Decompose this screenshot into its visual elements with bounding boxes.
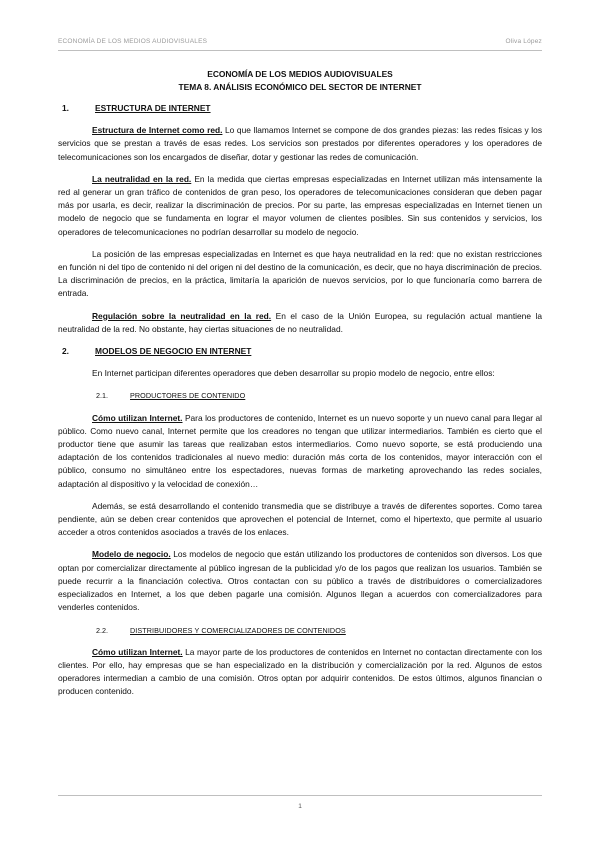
subsection-2-2-heading xyxy=(96,624,542,637)
subsection-2-1-heading xyxy=(96,389,542,402)
paragraph-lead: Modelo de negocio. xyxy=(92,549,171,560)
paragraph-text: La mayor parte de los productores de contenidos en Internet no contactan directamente con los clientes. Por ello, hay empresas que se han especializado en la distribución y comercialización por la red. Algunos de estos operadores intermedian a cambio de una comisión. Otros optan por adquirir contenidos. De estos últimos, algunos financian o producen contenido. xyxy=(58,646,543,697)
paragraph xyxy=(58,248,542,301)
paragraph xyxy=(58,124,542,164)
page-number: 1 xyxy=(298,803,302,810)
paragraph xyxy=(58,173,542,239)
title-line-1: ECONOMÍA DE LOS MEDIOS AUDIOVISUALES xyxy=(207,69,393,79)
paragraph-lead: Cómo utilizan Internet. xyxy=(92,412,183,423)
paragraph-text: Para los productores de contenido, Internet es un nuevo soporte y un nuevo canal para llegar al público. Como nuevo canal, Internet permite que los creadores no tengan que utilizar intermediarios. También es cierto que el productor tiene que asumir las tareas que realizaban estos intermediarios. Como nuevo soporte, se está produciendo una adaptación de los contenidos tradicionales al nuevo medio: duración más corta de los contenidos, mayor interacción con el público, consumo no simultáneo entre los espectadores, nuevas formas de marketing aprovechando las redes sociales, adaptación al dispositivo y la velocidad de conexión… xyxy=(58,412,542,489)
subsection-2-2-title: DISTRIBUIDORES Y COMERCIALIZADORES DE CONTENIDOS xyxy=(130,625,346,635)
paragraph-text: La posición de las empresas especializadas en Internet es que haya neutralidad en la red: que no existan restricciones en función ni del tipo de contenido ni del origen ni del destino de la comunicación, es decir, que no haya discriminación de precios. La discriminación de precios, en la práctica, limitaría la aparición de nuevos servicios, por lo que funcionaría como barrera de entrada. xyxy=(58,248,542,299)
subsection-2-2-number: 2.2. xyxy=(96,625,108,635)
subsection-2-1-title: PRODUCTORES DE CONTENIDO xyxy=(130,391,246,401)
title-line-2: TEMA 8. ANÁLISIS ECONÓMICO DEL SECTOR DE INTERNET xyxy=(178,81,422,92)
paragraph xyxy=(58,646,542,699)
header-course-title: ECONOMÍA DE LOS MEDIOS AUDIOVISUALES xyxy=(58,38,208,45)
section-1-number: 1. xyxy=(62,103,69,113)
section-2-title: MODELOS DE NEGOCIO EN INTERNET xyxy=(95,346,252,357)
paragraph-lead: Cómo utilizan Internet. xyxy=(92,646,183,657)
document-title xyxy=(58,68,542,93)
section-2-number: 2. xyxy=(62,346,69,357)
paragraph xyxy=(58,367,542,380)
footer-divider xyxy=(58,795,542,796)
header-author: Oliva López xyxy=(505,38,542,45)
paragraph xyxy=(58,500,542,540)
section-2-heading xyxy=(58,345,542,358)
paragraph xyxy=(58,548,542,614)
paragraph xyxy=(58,310,542,336)
header-divider xyxy=(58,50,542,51)
paragraph-lead: Regulación sobre la neutralidad en la red. xyxy=(92,310,272,321)
paragraph-text: En la medida que ciertas empresas especializadas en Internet utilizan más intensamente la red al generar un gran tráfico de contenidos de gran peso, los operadores de telecomunicaciones consideran que deben pagar más por usarla, es decir, realizar la discriminación de precios. Por su parte, las empresas especializadas en Internet tienen un modelo de negocio que se fundamenta en lograr el mayor volumen de clientes posibles. Sin sus contenidos y servicios, los operadores de telecomunicaciones no podrían desarrollar su modelo de negocio. xyxy=(58,173,542,237)
paragraph-text: Los modelos de negocio que están utilizando los productores de contenidos son diversos. Los que optan por comercializar directamente al público ingresan de la publicidad y/o de los pagos que realizan los usuarios. También se puede recurrir a la financiación colectiva. Otros contactan con su público a través de distribuidores o comercializadores especializados en Internet, a los que deben pagarle una comisión. Algunos llegan a acuerdos con comercializadores para venderles contenidos. xyxy=(58,549,542,613)
document-body xyxy=(58,68,542,699)
paragraph-text: En el caso de la Unión Europea, su regulación actual mantiene la neutralidad de la red. No obstante, hay ciertas situaciones de no neutralidad. xyxy=(58,310,542,334)
paragraph-lead: Estructura de Internet como red. xyxy=(92,125,223,136)
paragraph xyxy=(58,412,542,491)
paragraph-text: Además, se está desarrollando el contenido transmedia que se distribuye a través de diferentes soportes. Como tarea pendiente, aún se deben crear contenidos que aprovechen el potencial de Internet, como el hipertexto, que permite al usuario acceder a otros contenidos asociados a través de los enlaces. xyxy=(58,500,542,538)
paragraph-text: Lo que llamamos Internet se compone de dos grandes piezas: las redes físicas y los servicios que se prestan a través de esas redes. Los servicios son prestados por diferentes operadores y los operadores de telecomunicaciones son los encargados de diseñar, dotar y gestionar las redes de comunicación. xyxy=(58,125,543,162)
subsection-2-1-number: 2.1. xyxy=(96,391,108,401)
running-header xyxy=(58,38,542,45)
paragraph-lead: La neutralidad en la red. xyxy=(92,173,192,184)
section-1-heading xyxy=(58,102,542,115)
section-1-title: ESTRUCTURA DE INTERNET xyxy=(95,103,211,113)
paragraph-text: En Internet participan diferentes operadores que deben desarrollar su propio modelo de negocio, entre ellos: xyxy=(92,368,495,379)
